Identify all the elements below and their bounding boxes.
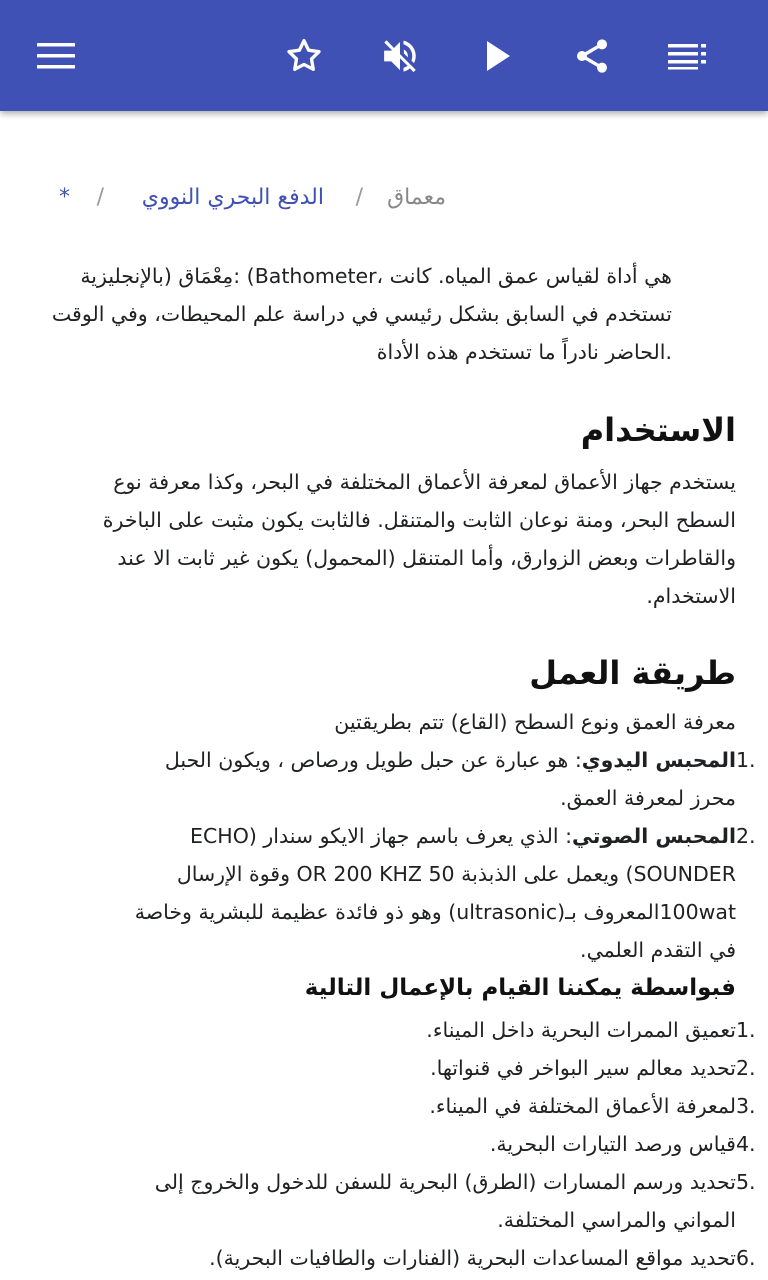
list-item xyxy=(0,1163,768,1239)
list-number: 1. xyxy=(736,748,756,772)
usage-paragraph xyxy=(26,463,736,615)
list-item xyxy=(0,1239,768,1277)
usage-line: الاستخدام. xyxy=(646,584,736,608)
item-text: : هو عبارة عن حبل طويل ورصاص ، ويكون الحبل xyxy=(164,748,582,772)
mute-button[interactable] xyxy=(372,28,428,84)
intro-line: .الحاضر نادراً ما تستخدم هذه الأداة xyxy=(376,340,672,364)
usage-line: يستخدم جهاز الأعماق لمعرفة الأعماق المختلفة في البحر، وكذا معرفة نوع xyxy=(113,470,736,494)
list-item xyxy=(0,1087,768,1125)
list-item xyxy=(0,817,768,969)
item-text: تعميق الممرات البحرية داخل الميناء. xyxy=(426,1018,736,1042)
share-icon xyxy=(572,35,612,77)
menu-icon xyxy=(37,42,75,70)
item-text: تحديد معالم سير البواخر في قنواتها. xyxy=(430,1056,736,1080)
list-item xyxy=(0,1125,768,1163)
contents-button[interactable] xyxy=(660,28,716,84)
item-text: 100watالمعروف بـ(ultrasonic) وهو ذو فائدة عظيمة للبشرية وخاصة xyxy=(134,900,736,924)
breadcrumb-separator: / xyxy=(355,185,363,210)
usage-line: السطح البحر، ومنة نوعان الثابت والمتنقل. فالثابت يكون مثبت على الباخرة xyxy=(102,508,736,532)
breadcrumb-link-parent[interactable]: الدفع البحري النووي xyxy=(141,185,324,210)
list-number: 2. xyxy=(736,824,756,848)
item-text: في التقدم العلمي. xyxy=(580,938,736,962)
list-item xyxy=(0,741,768,817)
article-content xyxy=(0,111,768,1280)
section-heading-usage: الاستخدام xyxy=(580,411,736,449)
list-number: 6. xyxy=(736,1246,756,1270)
breadcrumb-current: معماق xyxy=(387,185,446,210)
list-number: 2. xyxy=(736,1056,756,1080)
tasks-list xyxy=(0,1011,768,1277)
subheading-tasks: فبواسطة يمكننا القيام بالإعمال التالية xyxy=(304,975,736,1001)
term: المحبس اليدوي xyxy=(581,748,736,772)
usage-line: والقاطرات وبعض الزوارق، وأما المتنقل (المحمول) يكون غير ثابت الا عند xyxy=(117,546,736,570)
playlist-icon xyxy=(668,42,708,70)
item-text: تحديد ورسم المسارات (الطرق) البحرية للسفن للدخول والخروج إلى xyxy=(154,1170,736,1194)
list-number: 5. xyxy=(736,1170,756,1194)
play-button[interactable] xyxy=(470,28,526,84)
item-text: المواني والمراسي المختلفة. xyxy=(497,1208,736,1232)
list-item xyxy=(0,1049,768,1087)
item-text: SOUNDER) ويعمل على الذبذبة 50 OR 200 KHZ وقوة الإرسال xyxy=(176,862,736,886)
intro-line: تستخدم في السابق بشكل رئيسي في دراسة علم المحيطات، وفي الوقت xyxy=(51,302,672,326)
list-number: 3. xyxy=(736,1094,756,1118)
item-text: تحديد مواقع المساعدات البحرية (الفنارات والطافيات البحرية). xyxy=(209,1246,736,1270)
list-number: 4. xyxy=(736,1132,756,1156)
breadcrumb-link-star[interactable]: * xyxy=(59,185,70,210)
favorite-button[interactable] xyxy=(276,28,332,84)
item-text: : الذي يعرف باسم جهاز الايكو سندار (ECHO xyxy=(190,824,573,848)
intro-paragraph xyxy=(12,257,672,371)
term: المحبس الصوتي xyxy=(572,824,736,848)
menu-button[interactable] xyxy=(28,28,84,84)
item-text: محرز لمعرفة العمق. xyxy=(560,786,736,810)
star-icon xyxy=(284,36,324,76)
item-text: لمعرفة الأعماق المختلفة في الميناء. xyxy=(429,1094,736,1118)
method-intro: معرفة العمق ونوع السطح (القاع) تتم بطريقتين xyxy=(334,710,736,734)
method-list xyxy=(0,741,768,969)
app-toolbar xyxy=(0,0,768,111)
share-button[interactable] xyxy=(564,28,620,84)
intro-line: هي أداة لقياس عمق المياه. كانت ،Bathometer) :مِعْمَاق (بالإنجليزية xyxy=(80,264,672,288)
section-heading-method: طريقة العمل xyxy=(529,654,736,692)
breadcrumb xyxy=(0,179,768,219)
breadcrumb-separator: / xyxy=(96,185,104,210)
list-item xyxy=(0,1011,768,1049)
play-icon xyxy=(483,39,513,73)
item-text: قياس ورصد التيارات البحرية. xyxy=(489,1132,736,1156)
volume-off-icon xyxy=(379,35,421,77)
list-number: 1. xyxy=(736,1018,756,1042)
